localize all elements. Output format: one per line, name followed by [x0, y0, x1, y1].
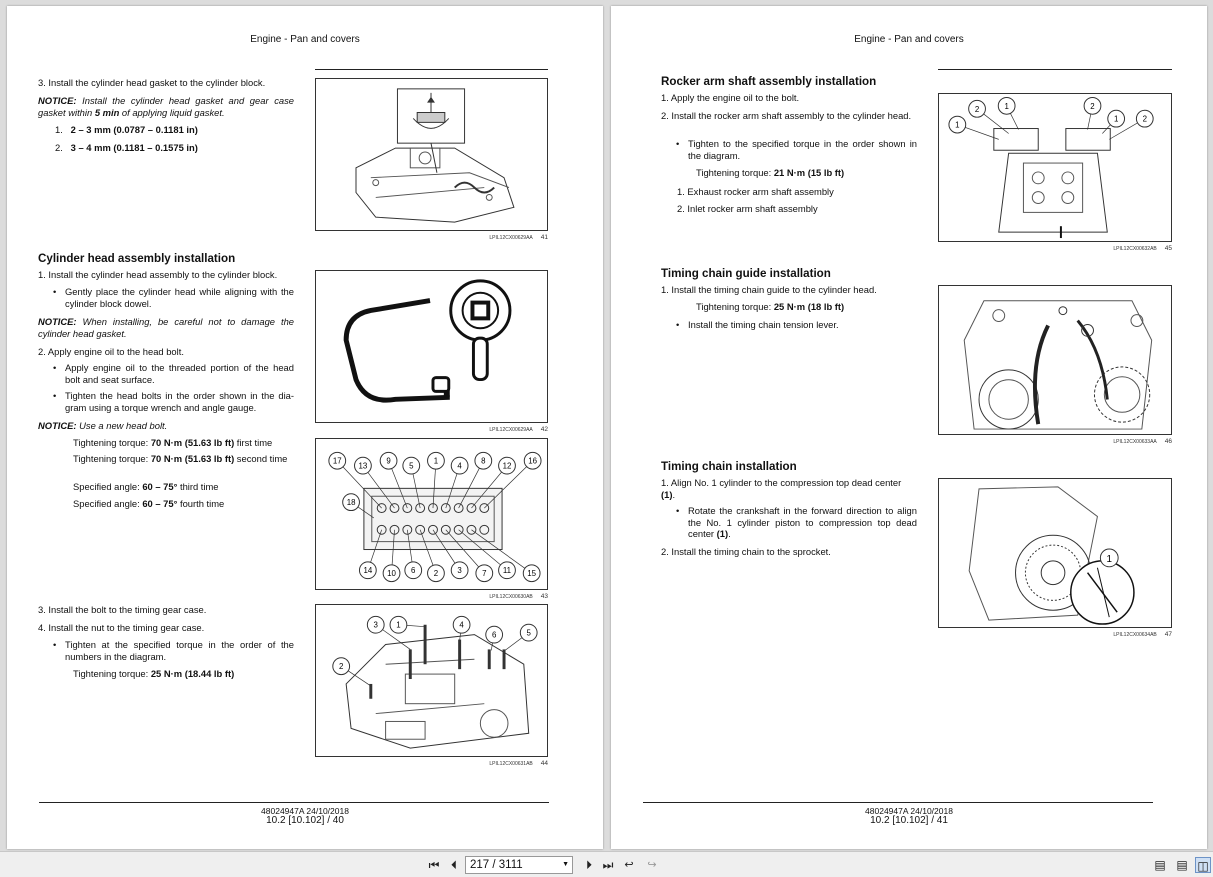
fig47-callout-1: 1: [1106, 553, 1113, 565]
bolt-label-15: 15: [527, 569, 537, 579]
bolt-label-13: 13: [358, 461, 368, 471]
section-title-timing-chain-guide: Timing chain guide installation: [661, 267, 831, 280]
ch-bullet-3: • Tighten the head bolts in the order shown in the dia-gram using a torque wrench and angle gauge.: [53, 390, 294, 413]
figure-44-caption: LPIL12CX00631AB 44: [489, 760, 548, 767]
bolt-label-14: 14: [363, 566, 373, 576]
fig45-callout-1: 1: [1113, 114, 1119, 124]
go-forward-icon[interactable]: ↪: [647, 859, 657, 871]
rocker-arm-illustration: [939, 94, 1171, 241]
fig45-callout-1: 1: [955, 120, 960, 130]
figure-47-timing-chain: [938, 478, 1172, 628]
figure-45-caption: LPIL12CX00632AB 45: [1113, 245, 1172, 252]
r-step-1: 1. Apply the engine oil to the bolt.: [661, 92, 800, 103]
fig45-callout-2: 2: [1142, 114, 1147, 124]
figure-41-caption: LPIL12CX00629AA 41: [489, 234, 548, 241]
ch-step-2: 2. Apply engine oil to the head bolt.: [38, 346, 184, 357]
tcg-bullet: • Install the timing chain tension lever.: [676, 319, 839, 330]
tc-step-1: 1. Align No. 1 cylinder to the compression top dead center (1).: [661, 477, 902, 500]
page-footer: [611, 806, 1207, 826]
figure-47-caption: LPIL12CX00634AB 47: [1113, 631, 1172, 638]
figure-42-caption: LPIL12CX00629AA 42: [489, 426, 548, 433]
notice-new-bolt: NOTICE: Use a new head bolt.: [38, 420, 168, 431]
bolt-label-7: 7: [482, 569, 487, 579]
figure-44-timing-gear-case: [315, 604, 548, 757]
tc-bullet: • Rotate the crankshaft in the forward direction to align the No. 1 cylinder piston to compression top dead center (1).: [676, 505, 917, 540]
fig45-callout-2: 2: [1090, 101, 1095, 111]
bolt-label-5: 5: [409, 461, 414, 471]
navigation-toolbar: [0, 851, 1213, 877]
tc-step-2: 2. Install the timing chain to the sprocket.: [661, 546, 831, 557]
tcg-torque: Tightening torque: 25 N·m (18 lb ft): [696, 301, 845, 312]
page-header: Engine - Pan and covers: [250, 34, 360, 45]
gasket-illustration: [316, 79, 547, 230]
fig44-callout-2: 2: [339, 662, 344, 672]
tg-step-3: 3. Install the bolt to the timing gear case.: [38, 604, 207, 615]
section-title-timing-chain: Timing chain installation: [661, 460, 797, 473]
bolt-label-16: 16: [528, 456, 538, 466]
r-torque: Tightening torque: 21 N·m (15 lb ft): [696, 167, 845, 178]
page-41: [611, 6, 1207, 849]
torque-timing-gear: Tightening torque: 25 N·m (18.44 lb ft): [73, 668, 235, 679]
page-number-input[interactable]: 217 / 3111 ▼: [465, 856, 573, 874]
section-title-cylinder-head: Cylinder head assembly installation: [38, 252, 236, 265]
footer-page-number: 10.2 [10.102] / 41: [870, 815, 948, 826]
bolt-label-12: 12: [502, 461, 512, 471]
fig44-callout-1: 1: [396, 620, 401, 630]
section-title-rocker-arm: Rocker arm shaft assembly installation: [661, 75, 877, 88]
bolt-label-9: 9: [386, 456, 391, 466]
figure-42-sealant: [315, 270, 548, 423]
figure-41-gasket: [315, 78, 548, 231]
page-40: [7, 6, 603, 849]
sealant-line-illustration: [316, 271, 547, 422]
single-page-view-icon[interactable]: ▤: [1154, 858, 1166, 872]
gasket-width-1: 1. 2 – 3 mm (0.0787 – 0.1181 in): [55, 124, 198, 135]
ch-bullet-2: • Apply engine oil to the threaded portion of the head bolt and seat surface.: [53, 362, 294, 385]
figure-43-caption: LPIL12CX00630AB 43: [489, 593, 548, 600]
bolt-label-17: 17: [332, 456, 342, 466]
fig44-callout-5: 5: [526, 628, 531, 638]
page-header: Engine - Pan and covers: [854, 34, 964, 45]
go-back-icon[interactable]: ↩: [624, 859, 634, 871]
ch-bullet-1: • Gently place the cylinder head while aligning with the cylinder block dowel.: [53, 286, 294, 309]
step-3-gasket: 3. Install the cylinder head gasket to the cylinder block.: [38, 77, 266, 88]
tg-bullet: • Tighten at the specified torque in the order of the numbers in the diagram.: [53, 639, 294, 662]
tg-step-4: 4. Install the nut to the timing gear case.: [38, 622, 205, 633]
bolt-label-8: 8: [481, 456, 486, 466]
r-step-2: 2. Install the rocker arm shaft assembly to the cylinder head.: [661, 110, 912, 121]
head-bolt-order-diagram: [316, 439, 547, 589]
figure-46-caption: LPIL12CX00633AA 46: [1113, 438, 1172, 445]
two-page-view-icon[interactable]: ◫: [1195, 857, 1211, 873]
next-page-icon[interactable]: ⏵: [585, 858, 592, 872]
notice-gasket: NOTICE: Install the cylinder head gasket and gear case gasket within 5 min of applying liquid gasket.: [38, 95, 294, 118]
fig44-callout-6: 6: [491, 630, 497, 640]
gasket-width-2: 2. 3 – 4 mm (0.1181 – 0.1575 in): [55, 142, 198, 153]
footer-doc-id: 48024947A 24/10/2018: [261, 806, 349, 816]
bolt-label-11: 11: [502, 566, 512, 576]
bolt-label-2: 2: [433, 569, 439, 579]
figure-43-head-bolt-order: [315, 438, 548, 590]
r-sub-1: 1. Exhaust rocker arm shaft assembly: [677, 186, 834, 197]
fig45-callout-1: 1: [1004, 101, 1009, 111]
figure-45-rocker-arm: [938, 93, 1172, 242]
r-bullet-1: • Tighten to the specified torque in the order shown in the diagram.: [676, 138, 917, 161]
figure-46-timing-chain-guide: [938, 285, 1172, 435]
ch-step-1: 1. Install the cylinder head assembly to the cylinder block.: [38, 269, 278, 280]
header-rule: [315, 69, 548, 70]
bolt-label-3: 3: [457, 566, 462, 576]
torque-first: Tightening torque: 70 N·m (51.63 lb ft) first time: [73, 437, 273, 448]
page-footer: [7, 806, 603, 826]
first-page-icon[interactable]: ⏮: [428, 858, 440, 872]
continuous-view-icon[interactable]: ▤: [1176, 858, 1188, 872]
header-rule: [938, 69, 1172, 70]
bolt-label-10: 10: [387, 569, 396, 579]
footer-doc-id: 48024947A 24/10/2018: [865, 806, 953, 816]
angle-fourth: Specified angle: 60 – 75° fourth time: [73, 498, 225, 509]
timing-chain-guide-illustration: [939, 286, 1171, 434]
bolt-label-18: 18: [346, 498, 356, 508]
tcg-step-1: 1. Install the timing chain guide to the cylinder head.: [661, 284, 877, 295]
timing-chain-illustration: [939, 479, 1171, 627]
notice-head-gasket: NOTICE: When installing, be careful not to damage the cylinder head gasket.: [38, 316, 294, 339]
bolt-label-6: 6: [411, 566, 416, 576]
timing-gear-case-illustration: [316, 605, 547, 756]
footer-page-number: 10.2 [10.102] / 40: [266, 815, 344, 826]
fig44-callout-3: 3: [373, 620, 378, 630]
last-page-icon[interactable]: ⏭: [602, 858, 614, 872]
torque-second: Tightening torque: 70 N·m (51.63 lb ft) second time: [73, 453, 288, 464]
bolt-label-4: 4: [457, 461, 462, 471]
r-sub-2: 2. Inlet rocker arm shaft assembly: [677, 203, 818, 214]
chevron-down-icon[interactable]: ▼: [562, 861, 569, 868]
prev-page-icon[interactable]: ⏴: [450, 858, 457, 872]
footer-rule: [39, 802, 549, 803]
footer-rule: [643, 802, 1153, 803]
bolt-label-1: 1: [433, 456, 439, 466]
fig45-callout-2: 2: [974, 104, 980, 114]
fig44-callout-4: 4: [459, 620, 464, 630]
angle-third: Specified angle: 60 – 75° third time: [73, 481, 219, 492]
